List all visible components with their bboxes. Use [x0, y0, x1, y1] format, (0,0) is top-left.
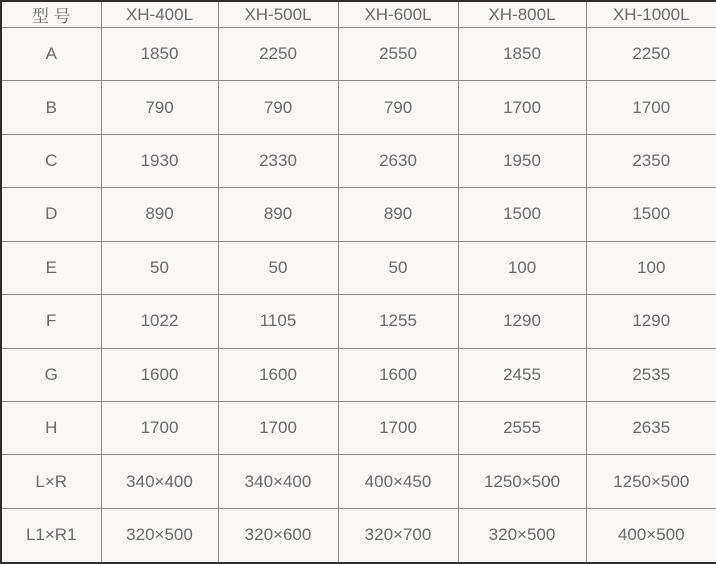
table-cell: 1290: [586, 295, 716, 348]
row-label: F: [1, 295, 101, 348]
table-row: [1, 28, 716, 81]
table-cell: 340×400: [101, 455, 218, 508]
table-cell: 320×600: [218, 508, 338, 563]
row-label: G: [1, 348, 101, 401]
row-label: D: [1, 188, 101, 241]
table-cell: 1850: [101, 28, 218, 81]
table-cell: 2550: [338, 28, 458, 81]
table-row: [1, 401, 716, 454]
table-cell: 400×500: [586, 508, 716, 563]
table-cell: 890: [101, 188, 218, 241]
row-label: L×R: [1, 455, 101, 508]
table-cell: 790: [338, 81, 458, 134]
spec-table-header: [1, 1, 716, 28]
table-cell: 1500: [586, 188, 716, 241]
table-cell: 1700: [458, 81, 586, 134]
table-cell: 400×450: [338, 455, 458, 508]
table-cell: 1700: [101, 401, 218, 454]
table-cell: 2250: [218, 28, 338, 81]
table-cell: 1105: [218, 295, 338, 348]
header-cell-xh800l: XH-800L: [458, 1, 586, 28]
spec-table-body: [1, 28, 716, 564]
table-cell: 100: [458, 241, 586, 294]
table-cell: 100: [586, 241, 716, 294]
header-cell-xh1000l: XH-1000L: [586, 1, 716, 28]
table-cell: 1850: [458, 28, 586, 81]
table-row: [1, 81, 716, 134]
row-label: L1×R1: [1, 508, 101, 563]
table-cell: 1950: [458, 134, 586, 187]
table-cell: 1700: [586, 81, 716, 134]
table-cell: 50: [338, 241, 458, 294]
table-cell: 2250: [586, 28, 716, 81]
table-cell: 1700: [338, 401, 458, 454]
table-cell: 1250×500: [586, 455, 716, 508]
table-cell: 2635: [586, 401, 716, 454]
table-cell: 1600: [218, 348, 338, 401]
table-cell: 1600: [338, 348, 458, 401]
header-cell-model: 型 号: [1, 1, 101, 28]
table-cell: 2455: [458, 348, 586, 401]
table-row: [1, 348, 716, 401]
header-cell-xh500l: XH-500L: [218, 1, 338, 28]
table-cell: 2555: [458, 401, 586, 454]
table-cell: 1930: [101, 134, 218, 187]
table-cell: 320×500: [101, 508, 218, 563]
table-cell: 1600: [101, 348, 218, 401]
row-label: H: [1, 401, 101, 454]
table-row: [1, 455, 716, 508]
table-row: [1, 241, 716, 294]
table-cell: 2535: [586, 348, 716, 401]
table-cell: 1250×500: [458, 455, 586, 508]
table-cell: 790: [101, 81, 218, 134]
table-cell: 1022: [101, 295, 218, 348]
table-row: [1, 508, 716, 563]
table-cell: 340×400: [218, 455, 338, 508]
table-row: [1, 134, 716, 187]
header-row: [1, 1, 716, 28]
table-cell: 1290: [458, 295, 586, 348]
table-cell: 2630: [338, 134, 458, 187]
header-cell-xh400l: XH-400L: [101, 1, 218, 28]
row-label: E: [1, 241, 101, 294]
table-cell: 320×500: [458, 508, 586, 563]
table-cell: 50: [218, 241, 338, 294]
table-cell: 2330: [218, 134, 338, 187]
table-cell: 320×700: [338, 508, 458, 563]
table-cell: 1255: [338, 295, 458, 348]
table-cell: 50: [101, 241, 218, 294]
table-cell: 890: [338, 188, 458, 241]
header-cell-xh600l: XH-600L: [338, 1, 458, 28]
table-cell: 1700: [218, 401, 338, 454]
row-label: C: [1, 134, 101, 187]
row-label: B: [1, 81, 101, 134]
table-row: [1, 295, 716, 348]
table-row: [1, 188, 716, 241]
table-cell: 790: [218, 81, 338, 134]
table-cell: 2350: [586, 134, 716, 187]
row-label: A: [1, 28, 101, 81]
table-cell: 1500: [458, 188, 586, 241]
table-cell: 890: [218, 188, 338, 241]
